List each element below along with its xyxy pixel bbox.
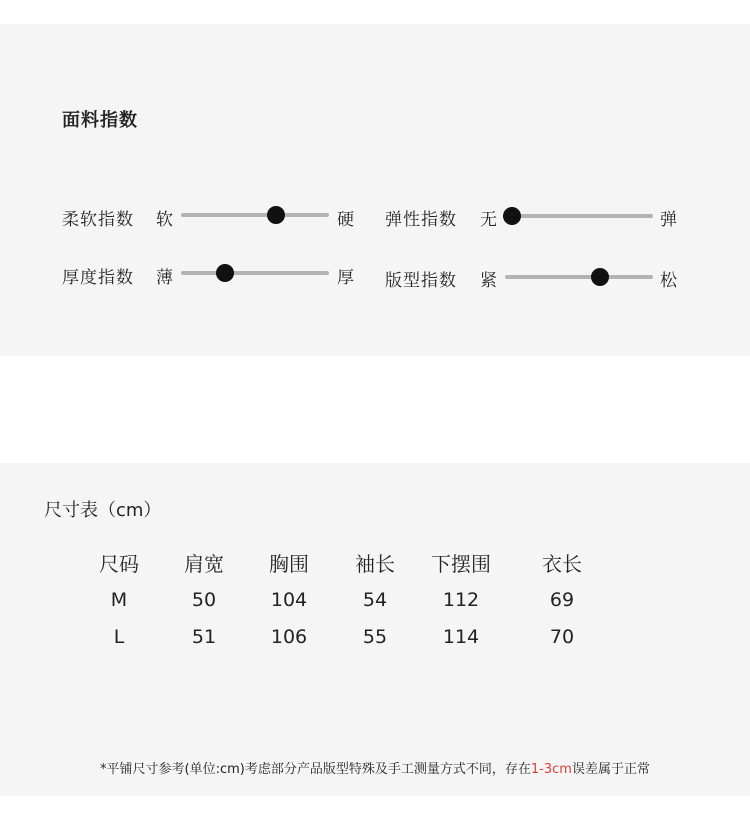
fabric-index-panel	[0, 24, 750, 356]
fabric-index-title: 面料指数	[62, 110, 138, 131]
header-shoulder: 肩宽	[184, 552, 224, 576]
cell-hem: 114	[442, 626, 480, 648]
note-error-range: 1-3cm	[530, 762, 572, 777]
header-hem: 下摆围	[431, 552, 491, 576]
elasticity-slider-track	[505, 214, 653, 218]
note-text-prefix: *平铺尺寸参考(单位:cm)考虑部分产品版型特殊及手工测量方式不同，存在	[100, 762, 531, 777]
header-sleeve: 袖长	[355, 552, 395, 576]
thickness-slider-track	[181, 271, 329, 275]
header-chest: 胸围	[269, 552, 309, 576]
size-chart-panel	[0, 463, 750, 796]
thickness-high-label: 厚	[337, 268, 354, 288]
cell-sleeve: 55	[362, 626, 388, 648]
fit-slider-track	[505, 275, 653, 279]
elasticity-slider-thumb	[503, 207, 521, 225]
softness-label: 柔软指数	[62, 210, 134, 230]
measurement-note	[0, 758, 750, 777]
elasticity-high-label: 弹	[660, 210, 677, 230]
cell-hem: 112	[442, 589, 480, 611]
note-text-suffix: 误差属于正常	[571, 762, 650, 777]
header-size: 尺码	[99, 552, 139, 576]
header-length: 衣长	[542, 552, 582, 576]
cell-length: 69	[549, 589, 575, 611]
cell-size: L	[113, 626, 125, 648]
thickness-slider-thumb	[216, 264, 234, 282]
cell-shoulder: 50	[191, 589, 217, 611]
elasticity-label: 弹性指数	[385, 210, 457, 230]
thickness-label: 厚度指数	[62, 268, 134, 288]
cell-size: M	[110, 589, 128, 611]
cell-chest: 106	[270, 626, 308, 648]
cell-shoulder: 51	[191, 626, 217, 648]
fit-slider-thumb	[591, 268, 609, 286]
cell-chest: 104	[270, 589, 308, 611]
softness-high-label: 硬	[337, 210, 354, 230]
softness-low-label: 软	[156, 210, 173, 230]
size-chart-title: 尺寸表（cm）	[44, 500, 162, 521]
fit-low-label: 紧	[480, 271, 497, 291]
thickness-low-label: 薄	[156, 268, 173, 288]
softness-slider-thumb	[267, 206, 285, 224]
fit-high-label: 松	[660, 271, 677, 291]
cell-length: 70	[549, 626, 575, 648]
fit-label: 版型指数	[385, 271, 457, 291]
cell-sleeve: 54	[362, 589, 388, 611]
elasticity-low-label: 无	[480, 210, 497, 230]
softness-slider-track	[181, 213, 329, 217]
